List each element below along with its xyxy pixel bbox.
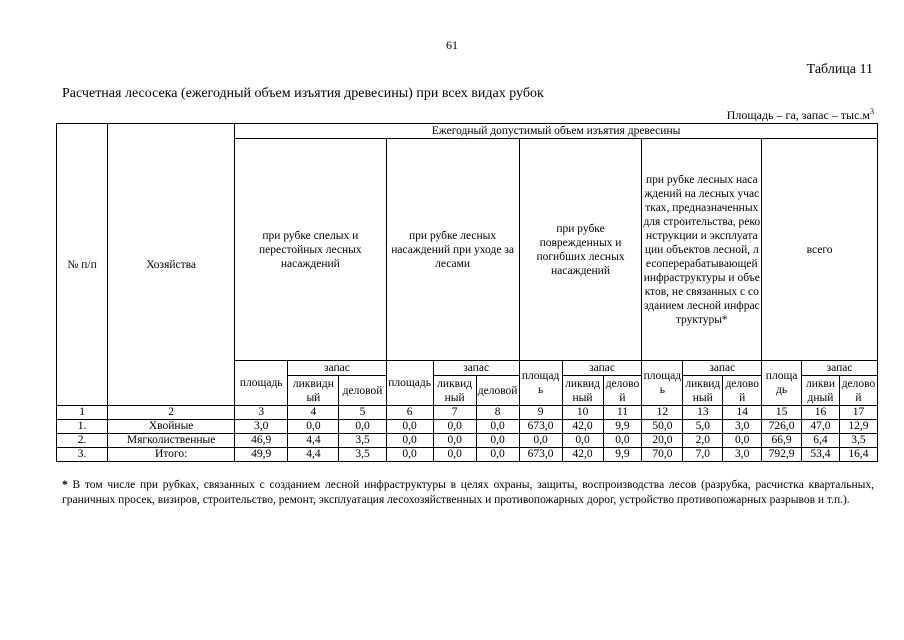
cell: 6,4 xyxy=(802,434,840,448)
cell: 0,0 xyxy=(288,420,339,434)
cell: 70,0 xyxy=(642,448,683,462)
header-business: деловой xyxy=(839,376,877,406)
col-number: 13 xyxy=(683,406,723,420)
col-number: 11 xyxy=(603,406,642,420)
header-area: площадь xyxy=(386,361,433,406)
header-liquid: ликвидный xyxy=(433,376,476,406)
cell: 3,0 xyxy=(723,448,762,462)
cell: 0,0 xyxy=(519,434,562,448)
cell: 47,0 xyxy=(802,420,840,434)
cell: 0,0 xyxy=(386,420,433,434)
cell: 50,0 xyxy=(642,420,683,434)
cell: 0,0 xyxy=(562,434,603,448)
cell: 42,0 xyxy=(562,420,603,434)
cell: 49,9 xyxy=(235,448,288,462)
cell: 2,0 xyxy=(683,434,723,448)
cell: 673,0 xyxy=(519,420,562,434)
header-liquid: ликвидный xyxy=(683,376,723,406)
header-group-thinning: при рубке лесных насаждений при уходе за лесами xyxy=(386,139,519,361)
table-label: Таблица 11 xyxy=(806,62,873,77)
footnote xyxy=(62,478,874,508)
header-business: деловой xyxy=(476,376,519,406)
header-business: деловой xyxy=(603,376,642,406)
col-number: 9 xyxy=(519,406,562,420)
header-group-construction: при рубке лесных насаждений на лесных участках, предназначенных для строительства, реконструкции и эксплуатации объектов лесной, лесоперерабатывающей инфраструктуры и объектов, не связанных с созданием лесной инфраструктуры* xyxy=(642,139,762,361)
col-number: 17 xyxy=(839,406,877,420)
cell: 9,9 xyxy=(603,448,642,462)
header-stock: запас xyxy=(433,361,519,376)
cell: 4,4 xyxy=(288,448,339,462)
cell: 12,9 xyxy=(839,420,877,434)
header-group-mature: при рубке спелых и перестойных лесных насаждений xyxy=(235,139,386,361)
header-liquid: ликвидный xyxy=(562,376,603,406)
header-area: площадь xyxy=(762,361,802,406)
header-farm: Хозяйства xyxy=(108,124,235,406)
cell: 0,0 xyxy=(433,434,476,448)
cell: 0,0 xyxy=(476,434,519,448)
table-row xyxy=(57,434,878,448)
cell: 726,0 xyxy=(762,420,802,434)
cell: 0,0 xyxy=(433,420,476,434)
cell: 66,9 xyxy=(762,434,802,448)
cell: 53,4 xyxy=(802,448,840,462)
cell: 9,9 xyxy=(603,420,642,434)
col-number: 6 xyxy=(386,406,433,420)
cell: 792,9 xyxy=(762,448,802,462)
col-number: 14 xyxy=(723,406,762,420)
col-number: 2 xyxy=(108,406,235,420)
cell: 0,0 xyxy=(476,448,519,462)
col-number: 8 xyxy=(476,406,519,420)
footnote-text: В том числе при рубках, связанных с созданием лесной инфраструктуры в целях охраны, защиты, воспроизводства лесов (разрубка, расчистка квартальных, граничных просек, визиров, строительство, ремонт, эксплуатация лесохозяйственных и противопожарных дорог, устройство противопожарных разрывов и т.п.). xyxy=(62,479,874,506)
header-stock: запас xyxy=(562,361,642,376)
column-number-row xyxy=(57,406,878,420)
cell: 4,4 xyxy=(288,434,339,448)
row-num: 1. xyxy=(57,420,108,434)
header-area: площадь xyxy=(235,361,288,406)
cell: 5,0 xyxy=(683,420,723,434)
row-name: Итого: xyxy=(108,448,235,462)
document-title: Расчетная лесосека (ежегодный объем изъятия древесины) при всех видах рубок xyxy=(62,86,544,101)
table-row xyxy=(57,420,878,434)
row-num: 3. xyxy=(57,448,108,462)
col-number: 4 xyxy=(288,406,339,420)
cell: 42,0 xyxy=(562,448,603,462)
cell: 46,9 xyxy=(235,434,288,448)
row-num: 2. xyxy=(57,434,108,448)
header-group-damaged: при рубке поврежденных и погибших лесных насаждений xyxy=(519,139,642,361)
header-business: деловой xyxy=(723,376,762,406)
cell: 3,0 xyxy=(723,420,762,434)
cell: 7,0 xyxy=(683,448,723,462)
header-area: площадь xyxy=(519,361,562,406)
harvest-table xyxy=(56,123,878,462)
col-number: 15 xyxy=(762,406,802,420)
header-area: площадь xyxy=(642,361,683,406)
header-liquid: ликвидный xyxy=(802,376,840,406)
header-stock: запас xyxy=(802,361,878,376)
row-name: Мягколиственные xyxy=(108,434,235,448)
col-number: 12 xyxy=(642,406,683,420)
header-stock: запас xyxy=(288,361,386,376)
page-number: 61 xyxy=(446,38,458,52)
header-liquid: ликвидный xyxy=(288,376,339,406)
col-number: 10 xyxy=(562,406,603,420)
cell: 16,4 xyxy=(839,448,877,462)
footnote-star: * xyxy=(62,479,68,491)
cell: 0,0 xyxy=(386,448,433,462)
cell: 20,0 xyxy=(642,434,683,448)
cell: 673,0 xyxy=(519,448,562,462)
row-name: Хвойные xyxy=(108,420,235,434)
cell: 0,0 xyxy=(386,434,433,448)
header-group-title: Ежегодный допустимый объем изъятия древесины xyxy=(235,124,878,139)
header-stock: запас xyxy=(683,361,762,376)
col-number: 7 xyxy=(433,406,476,420)
cell: 0,0 xyxy=(476,420,519,434)
cell: 3,5 xyxy=(839,434,877,448)
cell: 3,0 xyxy=(235,420,288,434)
col-number: 3 xyxy=(235,406,288,420)
units-note: Площадь – га, запас – $тыс.м^3$ xyxy=(726,107,874,122)
col-number: 16 xyxy=(802,406,840,420)
header-num: № п/п xyxy=(57,124,108,406)
cell: 0,0 xyxy=(339,420,386,434)
cell: 0,0 xyxy=(433,448,476,462)
col-number: 1 xyxy=(57,406,108,420)
table-row xyxy=(57,448,878,462)
cell: 0,0 xyxy=(603,434,642,448)
cell: 3,5 xyxy=(339,434,386,448)
cell: 0,0 xyxy=(723,434,762,448)
cell: 3,5 xyxy=(339,448,386,462)
header-group-total: всего xyxy=(762,139,878,361)
header-business: деловой xyxy=(339,376,386,406)
col-number: 5 xyxy=(339,406,386,420)
